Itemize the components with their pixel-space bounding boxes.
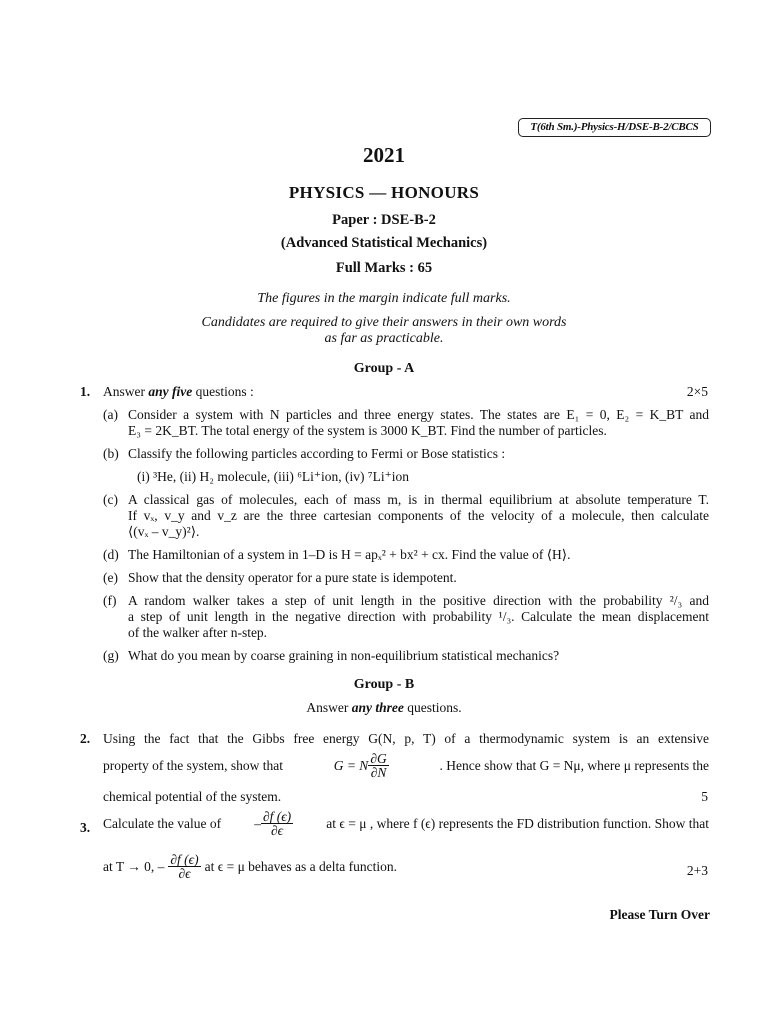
item-c-label: (c) bbox=[103, 492, 118, 507]
item-f-line-1: A random walker takes a step of unit length in the positive direction with the probability ²/₃ and bbox=[128, 593, 709, 608]
question-3-number: 3. bbox=[80, 820, 91, 835]
prompt-text-end: questions. bbox=[407, 700, 462, 715]
item-c-line-2: If vₓ, v_y and v_z are the three cartesian components of the velocity of a molecule, then calculate bbox=[128, 508, 709, 523]
prompt-emphasis: any three bbox=[351, 700, 404, 715]
q3-line2-pre: at T → 0, – bbox=[103, 858, 165, 874]
item-a-label: (a) bbox=[103, 407, 118, 422]
paper-code-box: T(6th Sm.)-Physics-H/DSE-B-2/CBCS bbox=[518, 118, 711, 137]
q3-partial-fraction-2 bbox=[168, 853, 200, 880]
item-d-label: (d) bbox=[103, 547, 119, 562]
question-3-line-2 bbox=[103, 853, 397, 880]
q2-text-pre: property of the system, show that bbox=[103, 757, 283, 773]
question-1-prompt bbox=[103, 384, 254, 400]
q3-partial-fraction bbox=[261, 810, 293, 837]
q2-partial-fraction bbox=[368, 752, 388, 779]
item-e-label: (e) bbox=[103, 570, 118, 585]
question-2-line-3: chemical potential of the system. bbox=[103, 789, 282, 804]
q3-text-mid: at ϵ = μ , where f (ϵ) represents the FD distribution function. Show that bbox=[326, 815, 709, 831]
subject-title: PHYSICS — HONOURS bbox=[288, 183, 480, 202]
prompt-emphasis: any five bbox=[148, 384, 193, 399]
paper-topic: (Advanced Statistical Mechanics) bbox=[280, 235, 488, 251]
item-f-line-3: of the walker after n-step. bbox=[128, 625, 268, 640]
fraction-denominator: ∂ϵ bbox=[271, 823, 284, 838]
question-1-number: 1. bbox=[80, 384, 91, 399]
prompt-text: Answer bbox=[103, 384, 145, 399]
item-d-line-1: The Hamiltonian of a system in 1–D is H = apₓ² + bx² + cx. Find the value of ⟨H⟩. bbox=[128, 547, 571, 562]
please-turn-over: Please Turn Over bbox=[609, 907, 710, 922]
question-3-marks: 2+3 bbox=[686, 863, 708, 878]
question-3-line-1 bbox=[103, 810, 709, 837]
fraction-numerator: ∂f (ϵ) bbox=[170, 852, 199, 867]
fraction-numerator: ∂G bbox=[370, 751, 387, 766]
item-b-line-2: (i) ³He, (ii) H₂ molecule, (iii) ⁶Li⁺ion, (iv) ⁷Li⁺ion bbox=[137, 469, 409, 484]
prompt-text-end: questions : bbox=[195, 384, 254, 399]
question-2-marks: 5 bbox=[701, 789, 708, 804]
q3-line2-post: at ϵ = μ behaves as a delta function. bbox=[204, 858, 397, 874]
minus-sign: – bbox=[254, 815, 261, 831]
item-a-line-1: Consider a system with N particles and three energy states. The states are E₁ = 0, E₂ = K_BT and bbox=[128, 407, 709, 422]
item-a-line-2: E₃ = 2K_BT. The total energy of the system is 3000 K_BT. Find the number of particles. bbox=[128, 423, 607, 438]
item-f-line-2: a step of unit length in the negative direction with probability ¹/₃. Calculate the mean displacement bbox=[128, 609, 709, 624]
item-b-line-1: Classify the following particles according to Fermi or Bose statistics : bbox=[128, 446, 506, 461]
instruction-line-2: Candidates are required to give their answers in their own words bbox=[201, 315, 567, 330]
group-b-prompt bbox=[0, 700, 768, 716]
instruction-line-3: as far as practicable. bbox=[324, 331, 444, 346]
item-c-line-3: ⟨(vₓ – v_y)²⟩. bbox=[128, 524, 200, 539]
q2-equation-lhs: G = N bbox=[333, 757, 369, 773]
group-b-title: Group - B bbox=[353, 677, 415, 692]
fraction-denominator: ∂ϵ bbox=[178, 866, 191, 881]
item-c-line-1: A classical gas of molecules, each of mass m, is in thermal equilibrium at absolute temperature T. bbox=[128, 492, 709, 507]
item-e-line-1: Show that the density operator for a pure state is idempotent. bbox=[128, 570, 457, 585]
q3-derivative bbox=[254, 810, 293, 837]
group-a-title: Group - A bbox=[353, 361, 415, 376]
instruction-line-1: The figures in the margin indicate full marks. bbox=[257, 291, 511, 306]
question-2-line-2 bbox=[103, 752, 709, 779]
prompt-text: Answer bbox=[306, 700, 349, 715]
question-1-marks: 2×5 bbox=[686, 384, 708, 399]
q2-text-post: . Hence show that G = Nμ, where μ represents the bbox=[439, 757, 709, 773]
item-g-label: (g) bbox=[103, 648, 119, 663]
question-2-number: 2. bbox=[80, 731, 91, 746]
exam-year: 2021 bbox=[363, 143, 405, 167]
full-marks: Full Marks : 65 bbox=[335, 260, 433, 276]
question-2-line-1: Using the fact that the Gibbs free energy G(N, p, T) of a thermodynamic system is an extensive bbox=[103, 731, 709, 746]
item-f-label: (f) bbox=[103, 593, 117, 608]
item-g-line-1: What do you mean by coarse graining in non-equilibrium statistical mechanics? bbox=[128, 648, 560, 663]
fraction-denominator: ∂N bbox=[370, 765, 387, 780]
q3-text-pre: Calculate the value of bbox=[103, 815, 222, 831]
q2-equation bbox=[334, 752, 389, 779]
paper-code: Paper : DSE-B-2 bbox=[332, 212, 436, 228]
fraction-numerator: ∂f (ϵ) bbox=[262, 809, 292, 824]
item-b-label: (b) bbox=[103, 446, 119, 461]
